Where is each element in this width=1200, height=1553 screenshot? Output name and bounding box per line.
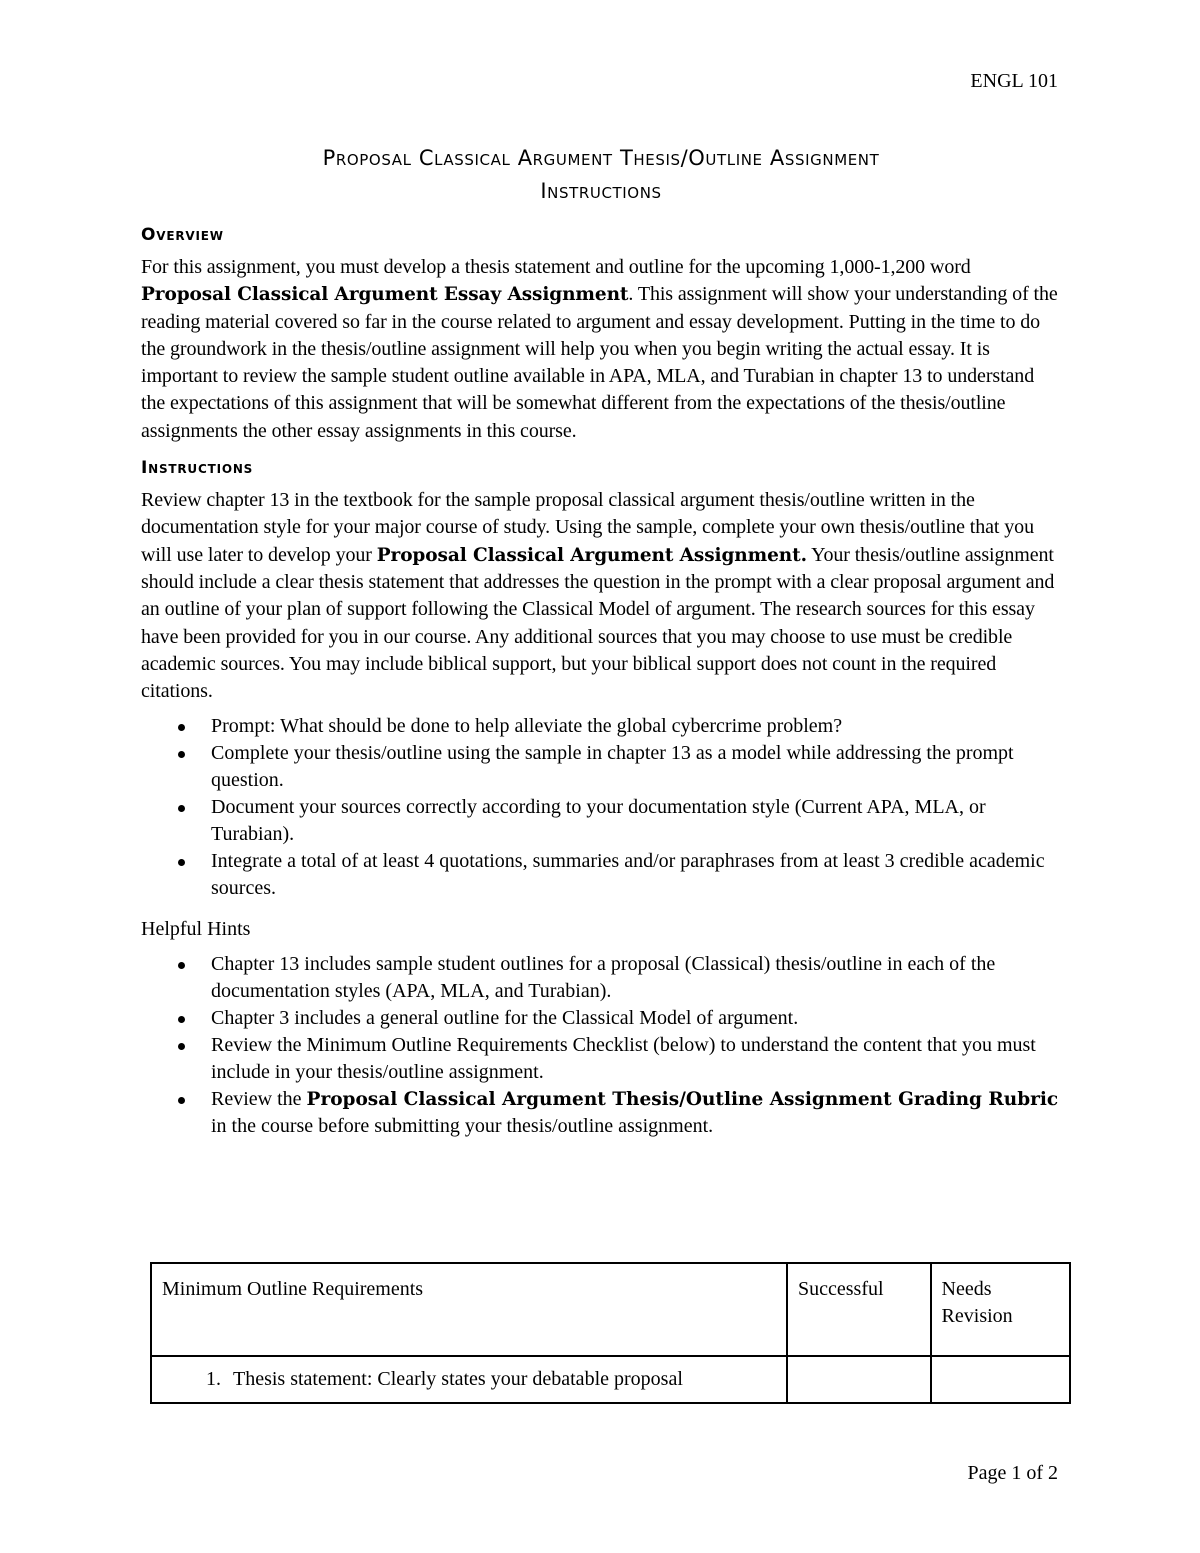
requirements-table	[150, 1262, 1071, 1404]
list-item	[141, 1005, 1061, 1032]
document-body	[141, 138, 1061, 1140]
list-item	[141, 848, 1061, 902]
list-item	[141, 713, 1061, 740]
list-item	[141, 1086, 1061, 1140]
list-item-text: Chapter 13 includes sample student outlines for a proposal (Classical) thesis/outline in each of the documentation styles (APA, MLA, and Turabian).	[211, 953, 996, 1003]
page-number: Page 1 of 2	[967, 1462, 1058, 1484]
table-row	[151, 1356, 1070, 1403]
overview-paragraph	[141, 254, 1061, 445]
bullet-icon	[178, 1097, 185, 1104]
list-item-text: Review the Minimum Outline Requirements Checklist (below) to understand the content that you must include in your thesis/outline assignment.	[211, 1034, 1036, 1084]
list-item-text-bold: Proposal Classical Argument Thesis/Outline Assignment Grading Rubric	[306, 1089, 1059, 1111]
requirement-cell	[151, 1356, 787, 1403]
title-line-2: Instructions	[540, 179, 662, 203]
bullet-icon	[178, 962, 185, 969]
bullet-icon	[178, 1043, 185, 1050]
bullet-icon	[178, 805, 185, 812]
helpful-hints-label: Helpful Hints	[141, 918, 251, 941]
list-item-text-a: Review the	[211, 1088, 307, 1111]
title-line-1: Proposal Classical Argument Thesis/Outline Assignment	[322, 146, 880, 170]
list-item-text: Complete your thesis/outline using the sample in chapter 13 as a model while addressing the prompt question.	[211, 742, 1014, 792]
list-item	[141, 951, 1061, 1005]
overview-heading: Overview	[141, 225, 224, 245]
list-item-text: Prompt: What should be done to help alleviate the global cybercrime problem?	[211, 715, 843, 738]
bullet-icon	[178, 724, 185, 731]
instructions-text-bold: Proposal Classical Argument Assignment.	[376, 544, 807, 566]
list-item-text: Integrate a total of at least 4 quotations, summaries and/or paraphrases from at least 3 credible academic sources.	[211, 850, 1045, 900]
hints-bullet-list	[141, 951, 1061, 1140]
header-requirements: Minimum Outline Requirements	[151, 1263, 787, 1356]
successful-cell	[787, 1356, 931, 1403]
instructions-text-b: Your thesis/outline assignment should include a clear thesis statement that addresses the question in the prompt with a clear proposal argument and an outline of your plan of support following the Classical Model of argument. The research sources for this essay have been provided for you in our course. Any additional sources that you may choose to use must be credible academic sources. You may include biblical support, but your biblical support does not count in the required citations.	[141, 543, 1055, 703]
header-successful: Successful	[787, 1263, 931, 1356]
bullet-icon	[178, 859, 185, 866]
overview-text-bold: Proposal Classical Argument Essay Assignment	[141, 284, 629, 306]
bullet-icon	[178, 751, 185, 758]
table-header-row	[151, 1263, 1070, 1356]
overview-text-b: . This assignment will show your understanding of the reading material covered so far in the course related to argument and essay development. Putting in the time to do the groundwork in the thesis/outline assignment will help you when you begin writing the actual essay. It is important to review the sample student outline available in APA, MLA, and Turabian in chapter 13 to understand the expectations of this assignment that will be somewhat different from the expectations of the thesis/outline assignments the other essay assignments in this course.	[141, 283, 1058, 442]
bullet-icon	[178, 1016, 185, 1023]
course-code: ENGL 101	[970, 70, 1058, 92]
document-title	[141, 138, 1061, 208]
instructions-bullet-list	[141, 713, 1061, 902]
list-item	[141, 794, 1061, 848]
list-item	[141, 740, 1061, 794]
overview-text-a: For this assignment, you must develop a thesis statement and outline for the upcoming 1,000-1,200 word	[141, 256, 971, 278]
list-item-text-b: in the course before submitting your thesis/outline assignment.	[211, 1115, 714, 1138]
instructions-heading: Instructions	[141, 458, 254, 479]
header-needs-revision: Needs Revision	[931, 1263, 1070, 1356]
instructions-text-a: Review chapter 13 in the textbook for the sample proposal classical argument thesis/outline written in the documentation style for your major course of study. Using the sample, complete your own thesis/outline that you will use later to develop your	[141, 489, 1034, 566]
instructions-paragraph	[141, 487, 1061, 705]
list-item	[141, 1032, 1061, 1086]
requirement-item	[162, 1366, 683, 1393]
requirement-text: Thesis statement: Clearly states your debatable proposal	[233, 1368, 683, 1390]
list-item-text: Chapter 3 includes a general outline for the Classical Model of argument.	[211, 1007, 799, 1030]
needs-revision-cell	[931, 1356, 1070, 1403]
list-item-text: Document your sources correctly according to your documentation style (Current APA, MLA, or Turabian).	[211, 796, 986, 846]
requirement-number: 1.	[206, 1368, 221, 1390]
